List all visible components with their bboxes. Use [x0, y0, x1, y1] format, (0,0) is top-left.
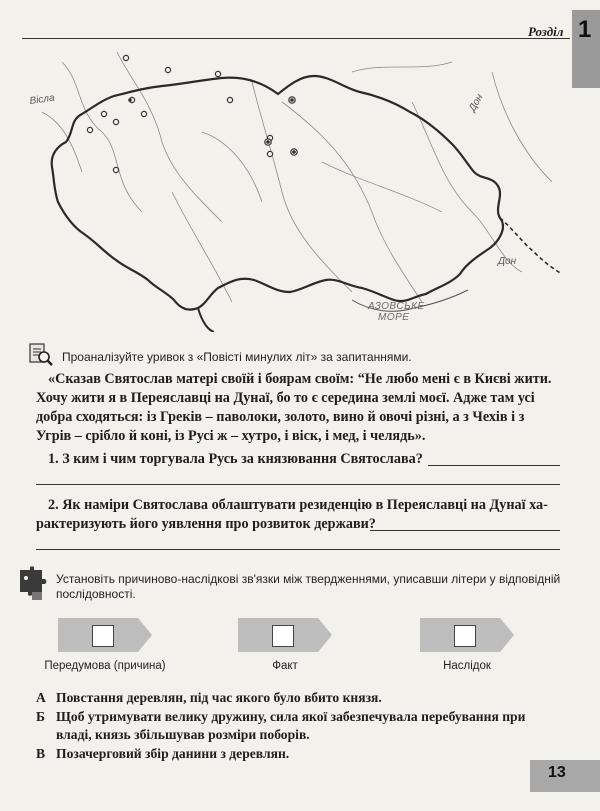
option-b-letter: Б — [36, 709, 45, 724]
cause-answer-box[interactable] — [92, 625, 114, 647]
option-a-text: Повстання деревлян, під час якого було вбито князя. — [56, 690, 382, 705]
quote-line-4: Угрів – срібло й коні, із Русі ж – хутро, і віск, і мед, і челядь». — [36, 428, 426, 444]
page-number: 13 — [548, 764, 566, 781]
quote-line-2: Хочу жити я в Переяславці на Дунаї, бо то є середина землі моєї. Адже там усі — [36, 390, 535, 406]
fact-answer-box[interactable] — [272, 625, 294, 647]
option-c-text: Позачерговий збір данини з деревлян. — [56, 746, 290, 761]
quote-line-3: добра сходяться: із Греків – паволоки, золото, вино й овочі різні, а з Чехів і з — [36, 409, 525, 425]
river-label-vistula: Вісла — [28, 92, 56, 107]
puzzle-icon — [18, 566, 48, 600]
analysis-magnifier-icon — [28, 342, 54, 368]
question-1: 1. З ким і чим торгувала Русь за князювання Святослава? — [48, 451, 423, 467]
river-label-don-south: Дон — [498, 256, 517, 267]
fact-label: Факт — [272, 660, 298, 672]
option-a — [36, 689, 382, 707]
option-b-text-line-2: владі, князь збільшував розміри поборів. — [56, 727, 310, 742]
consequence-label: Наслідок — [443, 660, 491, 672]
chapter-number: 1 — [578, 16, 592, 43]
option-b — [36, 708, 525, 726]
consequence-answer-box[interactable] — [454, 625, 476, 647]
answer-line-1b[interactable] — [36, 484, 560, 485]
border-line — [52, 76, 503, 310]
map-capitals — [129, 97, 297, 155]
quote-line-1: «Сказав Святослав матері своїй і боярам своїм: “Не любо мені є в Києві жити. — [48, 371, 552, 387]
section-label: Розділ — [528, 24, 564, 39]
task2-instruction-line-2: послідовності. — [56, 587, 136, 601]
option-c-letter: В — [36, 746, 46, 761]
cause-label: Передумова (причина) — [44, 660, 166, 672]
answer-line-2a[interactable] — [370, 530, 560, 531]
map-cities — [87, 55, 272, 172]
option-a-letter: А — [36, 690, 46, 705]
option-c — [36, 745, 289, 763]
header-divider — [22, 38, 570, 39]
question-2-line-1: 2. Як наміри Святослава облаштувати резиденцію в Переяславці на Дунаї ха- — [48, 497, 548, 513]
question-2-line-2: рактеризують його уявлення про розвиток держави? — [36, 516, 376, 532]
sea-label-line1: АЗОВСЬКЕ — [368, 301, 425, 312]
sea-label-line2: МОРЕ — [378, 312, 410, 323]
option-b-text-line-1: Щоб утримувати велику дружину, сила якої забезпечувала перебування при — [56, 709, 526, 724]
map-rivers — [42, 52, 552, 302]
task2-instruction-line-1: Установіть причиново-наслідкові зв'язки між твердженнями, уписавши літери у відповідній — [56, 572, 561, 586]
answer-line-2b[interactable] — [36, 549, 560, 550]
river-label-don-north: Дон — [467, 92, 486, 114]
historical-map — [22, 42, 570, 332]
answer-line-1a[interactable] — [428, 465, 560, 466]
task1-instruction: Проаналізуйте уривок з «Повісті минулих літ» за запитаннями. — [62, 350, 412, 364]
